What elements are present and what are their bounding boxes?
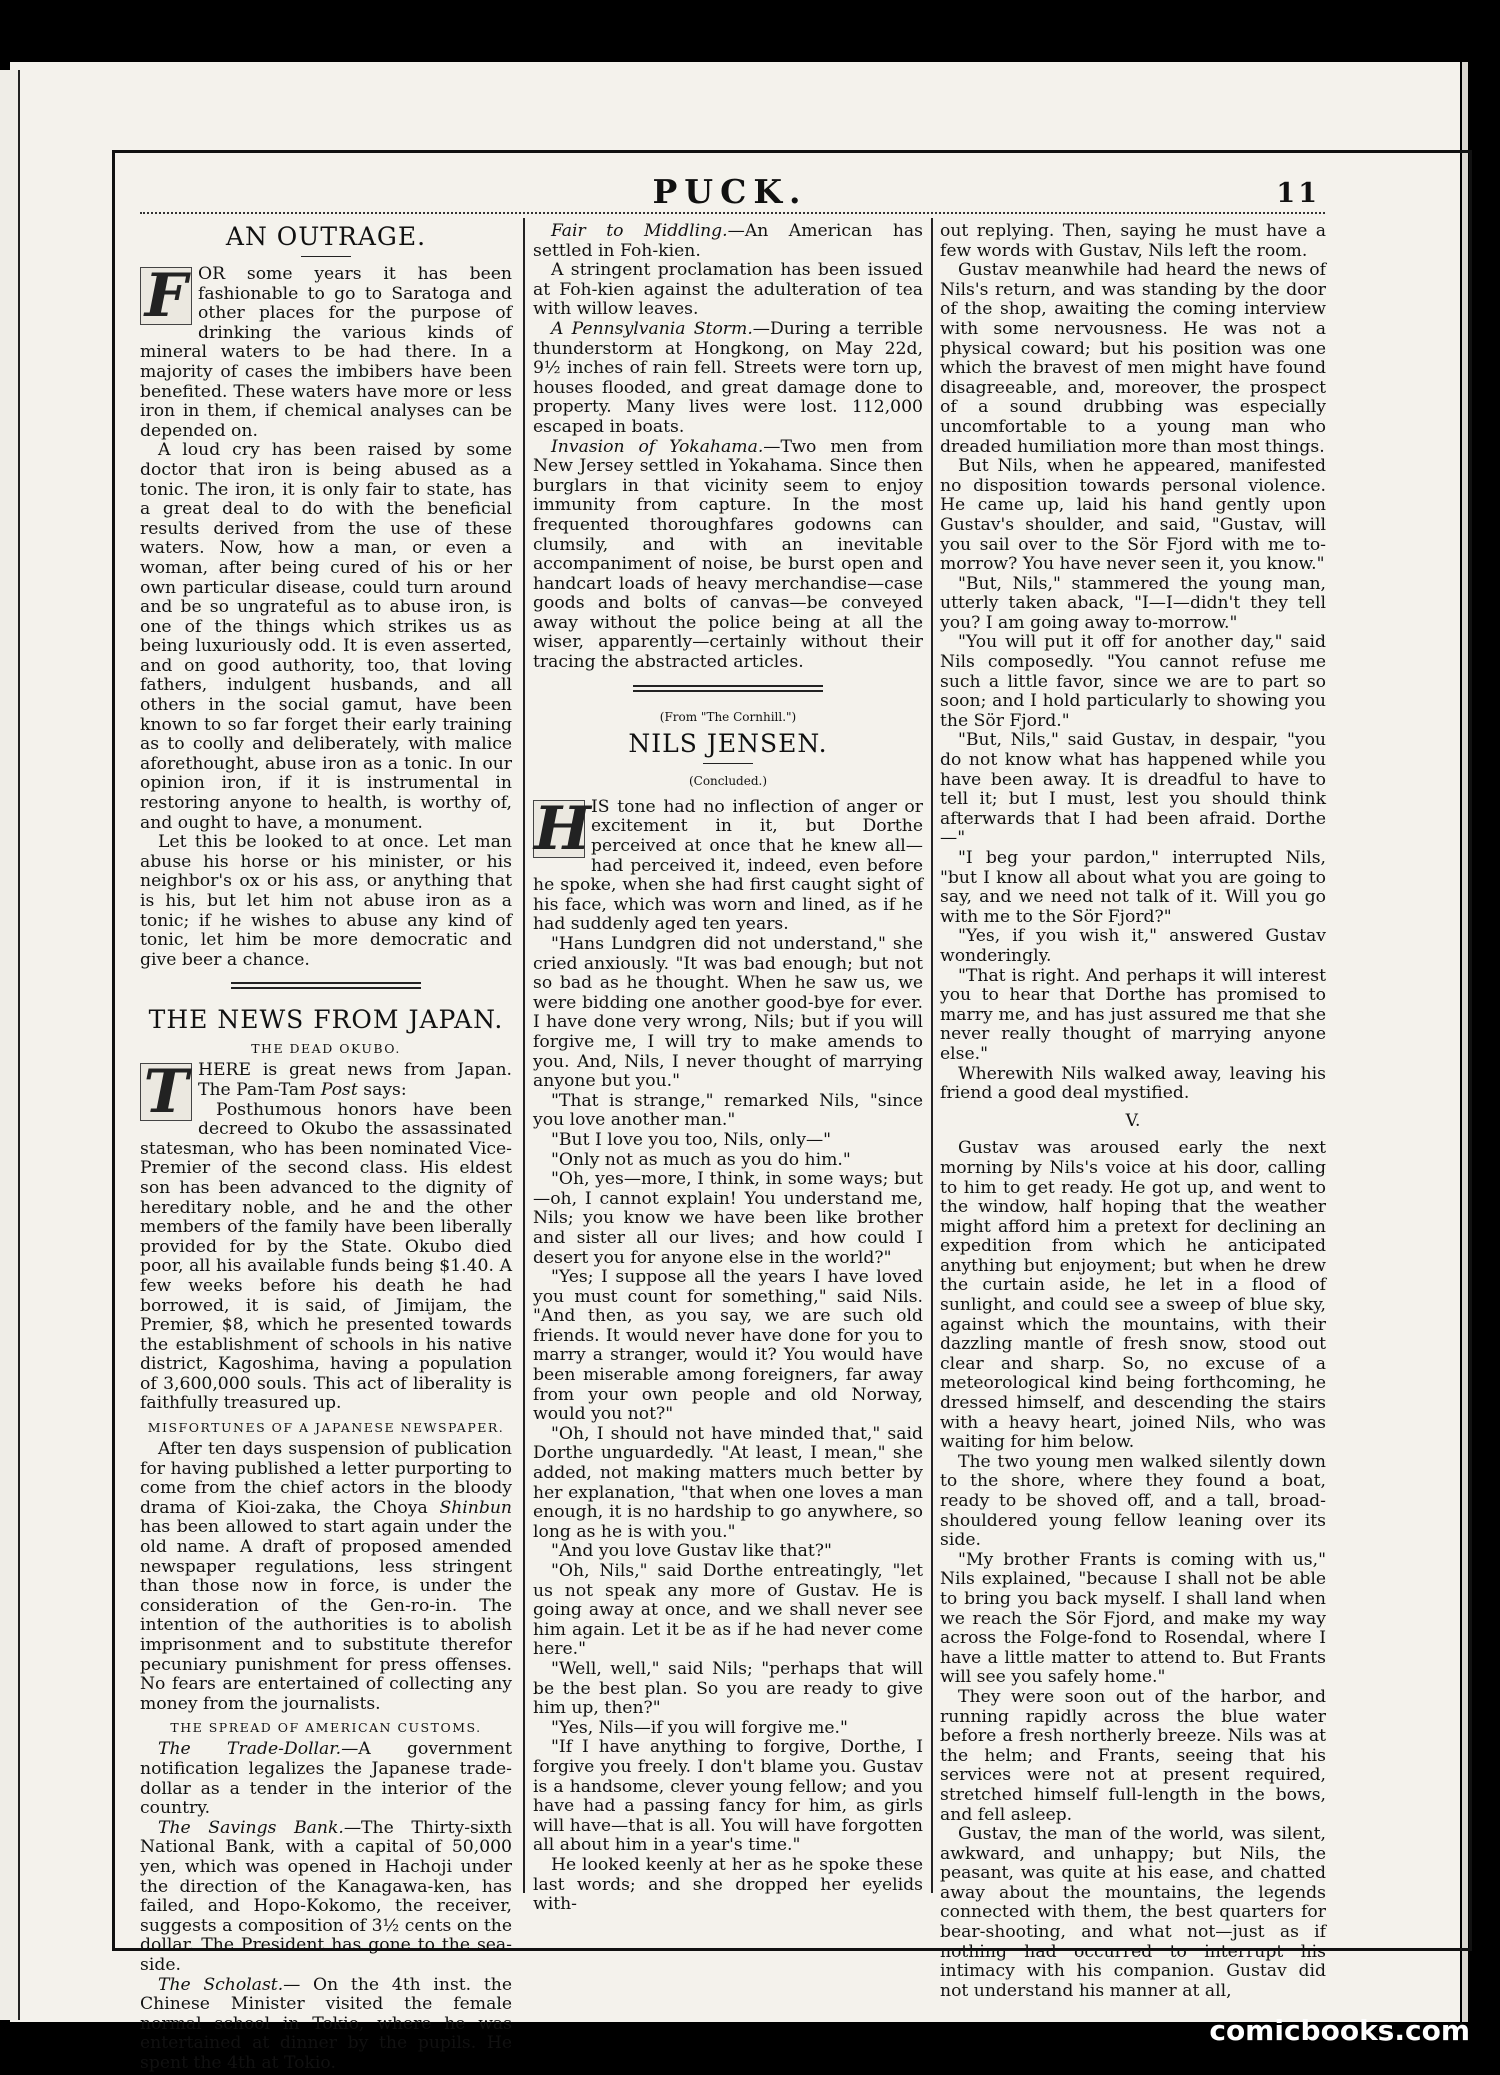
dropcap: H [534,793,591,864]
paragraph: "My brother Frants is coming with us," Nils explained, "because I shall not be able to bring you back myself. I shall land when we reach the Sör Fjord, and make my way across the Folge-fond to Rosendal, where I have a little matter to attend to. But Frants will see you safely home." [940,1549,1326,1688]
title-rule [301,256,351,257]
paragraph: "Yes; I suppose all the years I have loved you must count for something," said Nils. "And then, as you say, we are such old friends. It would never have done for you to marry a stranger, would it? You would have been miserable among foreigners, far away from your own people and old Norway, would you not?" [533,1267,923,1425]
previous-page-edge [0,70,20,2020]
paragraph: "Only not as much as you do him." [551,1149,851,1170]
paragraph: Posthumous honors have been decreed to Okubo the assassinated statesman, who has been nominated Vice-Premier of the second class. His eldest son has been advanced to the dignity of hereditary noble, and he and the other members of the family have been liberally provided for by the State. Okubo died poor, all his available funds being $1.40. A few weeks before his death he had borrowed, it is said, of Jimijam, the Premier, $8, which he presented towards the establishment of schools in his native district, Kagoshima, having a population of 3,600,000 souls. This act of liberality is faithfully treasured up. [140,1099,512,1414]
column-2 [533,221,923,1915]
paragraph: A Pennsylvania Storm.—During a terrible thunderstorm at Hongkong, on May 22d, 9½ inches of rain fell. Streets were torn up, houses flooded, and great damage done to property. Many lives were lost. 112,000 escaped in boats. [533,318,923,437]
paragraph: Fair to Middling.—An American has settled in Foh-kien. [533,221,923,261]
paragraph: "If I have anything to forgive, Dorthe, I forgive you freely. I don't blame you. Gustav is a handsome, clever young fellow; and you have had a passing fancy for him, as girls will have—that is all. You will have forgotten all about him in a year's time." [533,1737,923,1856]
article-title-nils-jensen: NILS JENSEN. [628,729,828,759]
paragraph: The Scholast.— On the 4th inst. the Chinese Minister visited the female normal school in Tokio, where he was entertained at dinner by the pupils. He spent the 4th at Tokio. [140,1974,512,2073]
watermark: comicbooks.com [1209,2014,1470,2047]
title-rule [703,763,753,764]
paragraph: "Yes, Nils—if you will forgive me." [551,1717,848,1738]
dropcap: T [140,1063,192,1121]
paragraph: "Well, well," said Nils; "perhaps that will be the best plan. So you are ready to give him up, then?" [533,1658,923,1719]
column-3 [940,221,1326,2001]
paragraph: A loud cry has been raised by some doctor that iron is being abused as a tonic. The iron, it is only fair to state, has a great deal to do with the beneficial results derived from the use of these waters. Now, how a man, or even a woman, after being cured of his or her own particular disease, could turn around and be so ungrateful as to abuse iron, is one of the things which strikes us as being luxuriously odd. It is even asserted, and on good authority, too, that loving fathers, indulgent husbands, and all others in the social gamut, have been known to so far forget their early training as to coolly and deliberately, with malice aforethought, abuse iron as a tonic. In our opinion iron, if it is instrumental in restoring anyone to health, is worthy of, and ought to have, a monument. [140,440,512,833]
masthead [140,166,1320,216]
paragraph: "I beg your pardon," interrupted Nils, "but I know all about what you are going to say, and we need not talk of it. Will you go with me to the Sör Fjord?" [940,848,1326,927]
paragraph: Gustav was aroused early the next morning by Nils's voice at his door, calling to him to get ready. He got up, and went to the window, half hoping that the weather might afford him a pretext for declining an expedition from which he anticipated anything but enjoyment; but when he drew the curtain aside, he let in a flood of sunlight, and could see a sweep of blue sky, against which the mountains, with their dazzling mantle of fresh snow, stood out clear and sharp. So, no excuse of a meteorological kind being forthcoming, he dressed himself, and descending the stairs with a heavy heart, joined Nils, who was waiting for him below. [940,1138,1326,1453]
paragraph: "Hans Lundgren did not understand," she cried anxiously. "It was bad enough; but not so bad as he thought. When he saw us, we were bidding one another good-bye for ever. I have done very wrong, Nils; but if you will forgive me, I will try to make amends to you. And, Nils, I never thought of marrying anyone but you." [533,934,923,1092]
masthead-rule [140,212,1325,214]
paragraph: H IS tone had no inflection of anger or excitement in it, but Dorthe perceived at once that he knew all—had perceived it, indeed, even before he spoke, when she had first caught sight of his face, which was worn and lined, as if he had suddenly aged ten years. [533,793,923,935]
article-title-outrage: AN OUTRAGE. [225,222,427,251]
paragraph: The Trade-Dollar.—A government notification legalizes the Japanese trade-dollar as a tender in the interior of the country. [140,1739,512,1819]
story-text [533,793,923,1915]
paragraph: Wherewith Nils walked away, leaving his friend a good deal mystified. [940,1063,1326,1104]
paragraph: F OR some years it has been fashionable to go to Saratoga and other places for the purpose of drinking the various kinds of mineral waters to be had there. In a majority of cases the imbibers have been benefited. These waters have more or less iron in them, if chemical analyses can be depended on. [140,261,512,441]
paragraph: "But I love you too, Nils, only—" [551,1129,832,1150]
paragraph: Gustav meanwhile had heard the news of Nils's return, and was standing by the door of the shop, awaiting the coming interview with some nervousness. He was not a physical coward; but his position was one which the bravest of men might have found disagreeable, and, moreover, the prospect of a sound drubbing was especially uncomfortable to a young man who dreaded humiliation more than most things. [940,260,1326,457]
paragraph: Let this be looked to at once. Let man abuse his horse or his minister, or his neighbor's ox or his ass, or anything that is his, but let him not abuse iron as a tonic; if he wishes to abuse any kind of tonic, let him be more democratic and give beer a chance. [140,832,512,970]
paragraph: "You will put it off for another day," said Nils composedly. "You cannot refuse me such a little favor, since we are to part so soon; and I hold particularly to showing you the Sör Fjord." [940,632,1326,731]
section-divider [633,685,823,692]
paragraph: "Oh, Nils," said Dorthe entreatingly, "let us not speak any more of Gustav. He is going away at once, and we shall never see him again. Let it be as if he had never come here." [533,1561,923,1660]
paragraph: T HERE is great news from Japan. The Pam-Tam Post says: [140,1061,512,1100]
paragraph: "Oh, yes—more, I think, in some ways; but—oh, I cannot explain! You understand me, Nils; you know we have been like brother and sister all our lives; and how could I desert you for anyone else in the world?" [533,1169,923,1268]
paragraph: "And you love Gustav like that?" [551,1541,832,1562]
paragraph: Gustav, the man of the world, was silent, awkward, and unhappy; but Nils, the peasant, was quite at his ease, and chatted away about the mountains, the legends connected with them, the best quarters for bear-shooting, and what not—just as if nothing had occurred to interrupt his intimacy with his companion. Gustav did not understand his manner at all, [940,1824,1326,2001]
paragraph: The Savings Bank.—The Thirty-sixth National Bank, with a capital of 50,000 yen, which was opened in Hachoji under the direction of the Kanagawa-ken, has failed, and Hopo-Kokomo, the receiver, suggests a composition of 3½ cents on the dollar. The President has gone to the sea-side. [140,1817,513,1975]
paragraph: "Oh, I should not have minded that," said Dorthe unguardedly. "At least, I mean," she added, not making matters much better by her explanation, "that when one loves a man enough, it is no hardship to go anywhere, so long as he is with you." [533,1423,923,1542]
masthead-title: PUCK. [652,172,808,211]
paragraph: He looked keenly at her as he spoke these last words; and she dropped her eyelids with- [533,1854,923,1915]
paragraph: out replying. Then, saying he must have a few words with Gustav, Nils left the room. [940,221,1326,261]
paragraph: But Nils, when he appeared, manifested no disposition towards personal violence. He came up, laid his hand gently upon Gustav's shoulder, and said, "Gustav, will you sail over to the Sör Fjord with me to-morrow? You have never seen it, you know." [940,456,1326,575]
paragraph: They were soon out of the harbor, and running rapidly across the blue water before a fresh northerly breeze. Nils was at the helm; and Frants, seeing that his services were not at present required, stretched himself full-length in the bows, and fell asleep. [940,1686,1326,1825]
paragraph: "That is right. And perhaps it will interest you to hear that Dorthe has promised to marry me, and has just assured me that she never really thought of marrying anyone else." [940,965,1326,1064]
column-1 [140,222,513,2073]
source-credit: (From "The Cornhill.") [659,709,797,724]
chapter-heading: V. [1125,1110,1141,1131]
story-text [940,1139,1326,2001]
paragraph: "But, Nils," said Gustav, in despair, "you do not know what has happened while you have been away. It is dreadful to have to tell it; but I must, lest you should think afterwards that I had been afraid. Dorthe—" [940,730,1326,849]
subheading: THE DEAD OKUBO. [251,1041,401,1057]
story-text [940,222,1326,1104]
subheading: MISFORTUNES OF A JAPANESE NEWSPAPER. [147,1420,505,1436]
page-number: 11 [1276,178,1320,209]
article-title-japan: THE NEWS FROM JAPAN. [148,1005,504,1035]
column-divider [931,218,933,1893]
subheading: THE SPREAD OF AMERICAN CUSTOMS. [170,1720,482,1736]
paragraph: "But, Nils," stammered the young man, utterly taken aback, "I—I—didn't they tell you? I am going away to-morrow." [940,573,1326,633]
concluded-note: (Concluded.) [688,774,768,789]
paragraph: A stringent proclamation has been issued at Foh-kien against the adulteration of tea with willow leaves. [533,260,923,320]
paragraph: "That is strange," remarked Nils, "since you love another man." [533,1090,923,1131]
column-divider [523,218,525,1893]
paragraph: The two young men walked silently down to the shore, where they found a boat, ready to be shoved off, and a tall, broad-shouldered young fellow leaning over its side. [940,1451,1326,1551]
paragraph: Invasion of Yokahama.—Two men from New Jersey settled in Yokahama. Since then burglars in that vicinity seem to enjoy immunity from capture. In the most frequented thoroughfares godowns can clumsily, and with an inevitable accompaniment of noise, be burst open and handcart loads of heavy merchandise—case goods and bolts of canvas—be conveyed away without the police being at all the wiser, apparently—certainly without their tracing the abstracted articles. [533,436,923,673]
paragraph: After ten days suspension of publication for having published a letter purporting to come from the chief actors in the bloody drama of Kioi-zaka, the Choya Shinbun has been allowed to start again under the old name. A draft of proposed amended newspaper regulations, less stringent than those now in force, is under the consideration of the Gen-ro-in. The intention of the authorities is to abolish imprisonment and to substitute therefor pecuniary punishment for press offenses. No fears are entertained of collecting any money from the journalists. [140,1439,512,1714]
paragraph: "Yes, if you wish it," answered Gustav wonderingly. [940,926,1326,966]
dropcap: F [140,267,192,325]
section-divider [231,982,421,989]
